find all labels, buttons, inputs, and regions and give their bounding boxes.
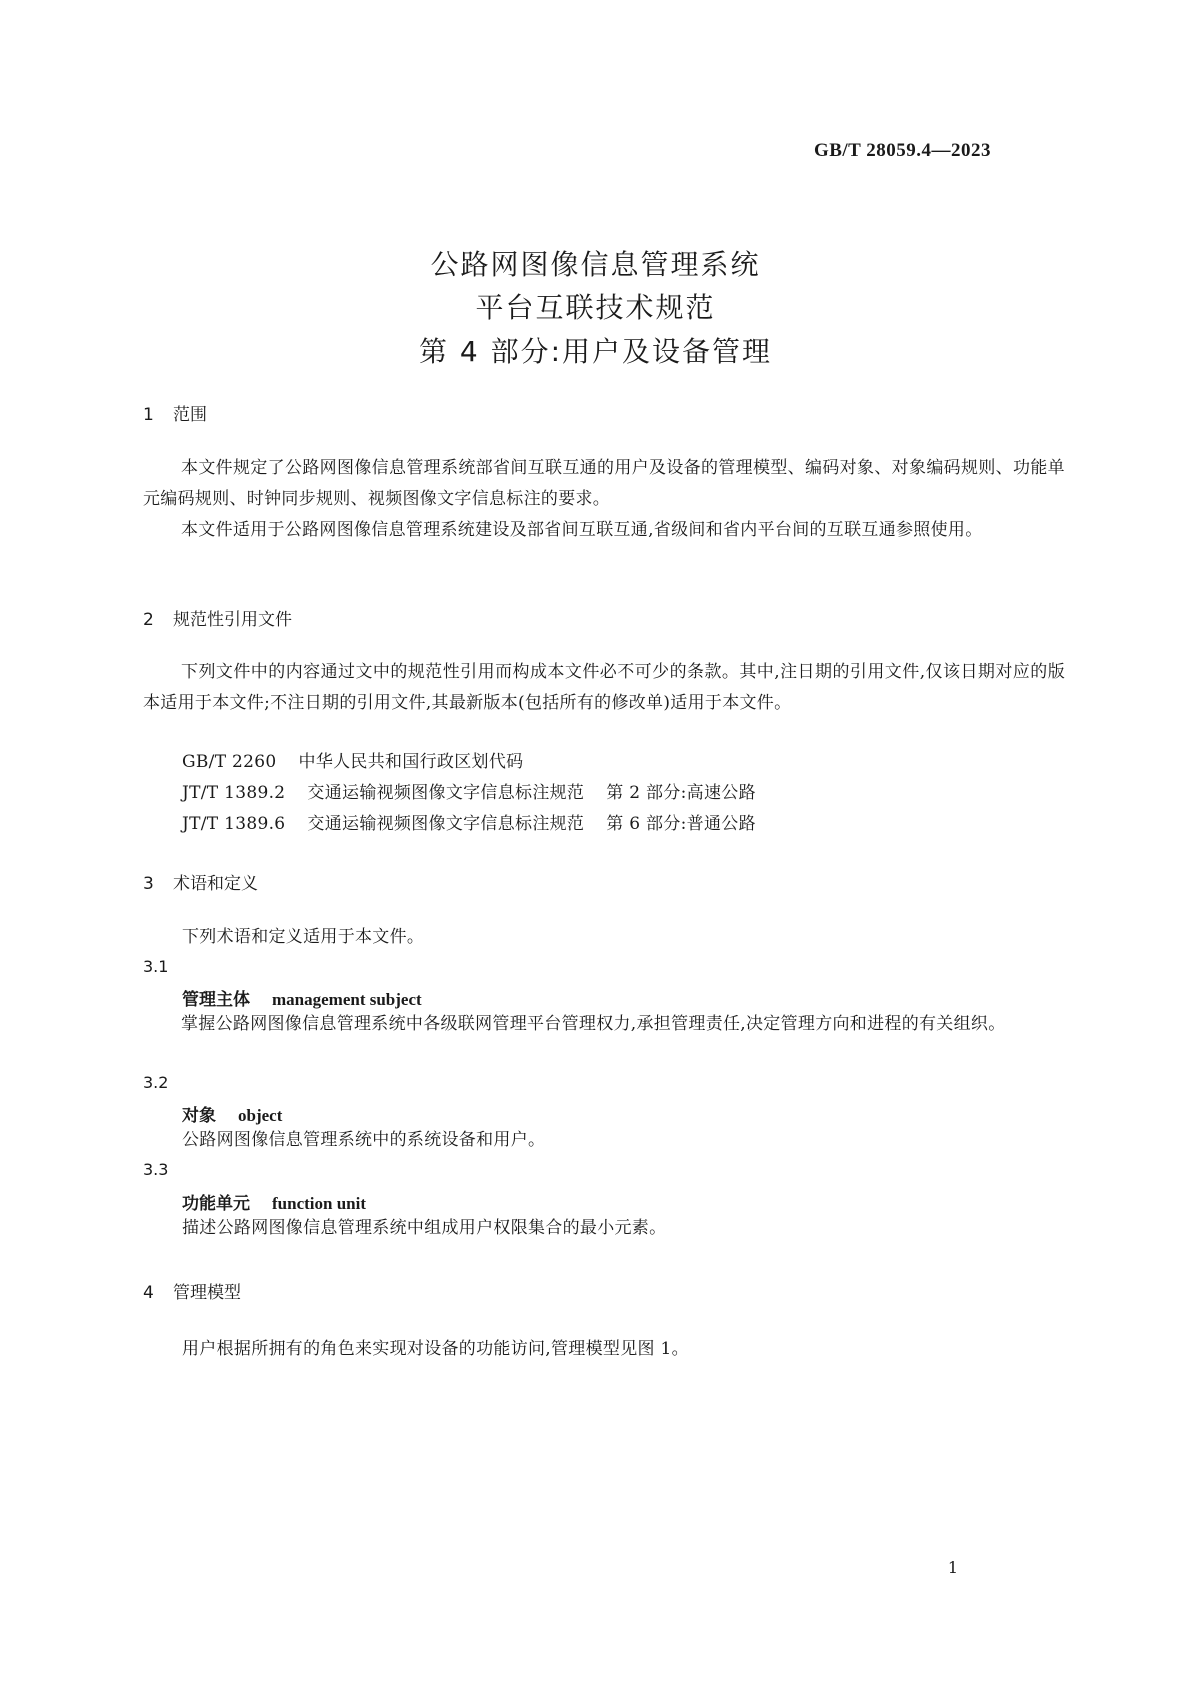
section-number: 4 [143,1283,154,1303]
reference-part: 第 2 部分:高速公路 [606,783,756,803]
document-title-line-2: 平台互联技术规范 [475,291,716,324]
term-number: 3.2 [143,1073,169,1092]
section-1-heading [143,400,207,425]
reference-title: 交通运输视频图像文字信息标注规范 [307,814,585,834]
reference-code: JT/T 1389.2 [182,783,286,803]
page-number: 1 [947,1558,958,1577]
reference-title: 中华人民共和国行政区划代码 [298,752,524,772]
section-1-paragraph-2: 本文件适用于公路网图像信息管理系统建设及部省间互联互通,省级间和省内平台间的互联互通参照使用。 [181,520,983,540]
document-title-line-1: 公路网图像信息管理系统 [430,248,761,281]
reference-item [182,778,756,809]
term-chinese: 对象 [182,1106,216,1126]
section-number: 2 [143,610,154,630]
term-heading [182,1101,282,1126]
section-number: 1 [143,405,154,425]
section-title: 规范性引用文件 [173,610,292,630]
term-english: function unit [272,1194,366,1213]
reference-code: GB/T 2260 [182,752,277,772]
document-title-line-3: 第 4 部分:用户及设备管理 [418,335,773,368]
section-2-heading [143,605,292,630]
term-english: object [238,1106,283,1125]
term-definition: 描述公路网图像信息管理系统中组成用户权限集合的最小元素。 [182,1218,667,1238]
term-number: 3.1 [143,957,169,976]
term-heading [182,1189,366,1214]
section-4-paragraph-1: 用户根据所拥有的角色来实现对设备的功能访问,管理模型见图 1。 [182,1339,689,1359]
term-number: 3.3 [143,1160,169,1179]
section-2-paragraph-1: 下列文件中的内容通过文中的规范性引用而构成本文件必不可少的条款。其中,注日期的引用文件,仅该日期对应的版本适用于本文件;不注日期的引用文件,其最新版本(包括所有的修改单)适用于本文件。 [143,662,1065,713]
section-title: 范围 [173,405,207,425]
reference-item [182,809,756,840]
term-chinese: 功能单元 [182,1194,250,1214]
section-3-heading [143,869,258,894]
section-4-heading [143,1278,241,1303]
section-1-paragraph-1: 本文件规定了公路网图像信息管理系统部省间互联互通的用户及设备的管理模型、编码对象、对象编码规则、功能单元编码规则、时钟同步规则、视频图像文字信息标注的要求。 [143,458,1065,509]
section-title: 术语和定义 [173,874,258,894]
reference-code: JT/T 1389.6 [182,814,286,834]
term-definition: 掌握公路网图像信息管理系统中各级联网管理平台管理权力,承担管理责任,决定管理方向和进程的有关组织。 [181,1014,1006,1034]
reference-item [182,747,523,778]
reference-part: 第 6 部分:普通公路 [606,814,756,834]
term-definition: 公路网图像信息管理系统中的系统设备和用户。 [182,1130,546,1150]
section-3-intro: 下列术语和定义适用于本文件。 [182,927,425,947]
term-english: management subject [272,990,422,1009]
term-chinese: 管理主体 [182,990,250,1010]
term-heading [182,985,422,1010]
section-title: 管理模型 [173,1283,241,1303]
reference-title: 交通运输视频图像文字信息标注规范 [307,783,585,803]
section-number: 3 [143,874,154,894]
standard-number: GB/T 28059.4—2023 [813,140,991,161]
